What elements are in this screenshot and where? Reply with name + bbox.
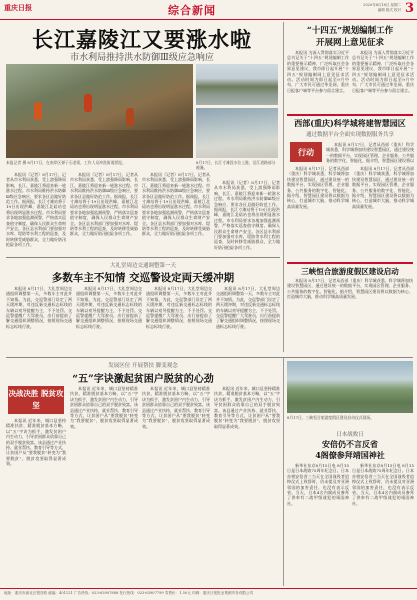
science-city-body-top: 本报讯 8月17日，记者从西部（重庆）科学城获悉，科学城将加快建设智慧园区，通过建设统一的数据平台，实现园区管理、企业服务、公共服务的数字化、智能化。据介绍，智慧园区建设将以 — [326, 142, 414, 164]
three-gorges-body: 本报讯 8月17日，记者从西部（重庆）科学城获悉，科学城将加快建设智慧园区，通过建设统一的数据平台，实现园区管理、企业服务、公共服务的数字化、智能化。据介绍，智慧园区建设将以数据为核心，打造城市大脑，推动科学城高质量发展。 — [287, 278, 413, 300]
left-photo-caption: 本报记者 摄 8月17日，在南岸区弹子石老街，工作人员冲洗街道淤泥。 — [6, 160, 126, 165]
right-top-body-col1: 本报讯 为深入贯彻落实习近平总书记关于“十四五”规划编制工作的重要指示精神，广泛听取社会各界意见建议，我市即日起开展“十四五”规划编制网上意见征求活动。活动时间为即日起至9月中旬，广大市民可通过华龙网、重庆日报客户端等平台参与留言建言。 — [287, 50, 349, 93]
science-city-headline: 西部(重庆)科学城将建智慧园区 — [294, 118, 406, 128]
poverty-body-col1: 本报讯 近年来，城口县坚持精准扶贫、精准脱贫基本方略，以“五”字诀为抓手，激发贫困户内生动力，引导贫困群众依靠自己的双手脱贫致富。该县通过产业扶持、就业帮扶、教育引导等方式，让贫困户从“要我脱贫”转变为“我要脱贫”，脱贫攻坚取得显著成效。 — [6, 418, 66, 467]
section-rule — [6, 357, 413, 358]
worker-figure — [34, 102, 42, 120]
river-road-photo — [196, 108, 278, 158]
right-top-headline: 开展网上意见征求 — [315, 38, 384, 48]
worker-figure — [84, 94, 92, 112]
science-city-subhead: 通过数据平台全面实现数据服务共享 — [305, 132, 394, 138]
poverty-body-col2: 本报讯 近年来，城口县坚持精准扶贫、精准脱贫基本方略，以“五”字诀为抓手，激发贫困户内生动力，引导贫困群众依靠自己的双手脱贫致富。该县通过产业扶持、就业帮扶、教育引导等方式，让贫困户从“要我脱贫”转变为“我要脱贫”，脱贫攻坚取得显著成效。 — [70, 386, 138, 429]
lead-headline: 长江嘉陵江又要涨水啦 — [32, 27, 252, 52]
masthead — [0, 0, 417, 20]
japan-body-col2: 新华社东京8月15日电 8月15日是日本战败75周年纪念日。日本首相安倍晋三当天在全国战殁者追悼仪式上致辞时，仍未提及对亚洲邻国的加害责任，也没有表示反省。当天，日本4名内阁成员参拜了供奉有二战甲级战犯的靖国神社。 — [352, 463, 414, 506]
poverty-headline: “五”字诀激起贫困户脱贫的心劲 — [72, 374, 214, 385]
mud-layer — [6, 130, 193, 158]
page-footer: 地址：重庆市渝北区银杏路 邮编：401121 广告热线：023-63907888 发行热线：023-63907799 零售价：1.50元 印刷：重庆日报报业集团印务有限公司 — [0, 588, 417, 600]
right-top-body-col2: 本报讯 为深入贯彻落实习近平总书记关于“十四五”规划编制工作的重要指示精神，广泛听取社会各界意见建议，我市即日起开展“十四五”规划编制网上意见征求活动。活动时间为即日起至9月中旬，广大市民可通过华龙网、重庆日报客户端等平台参与留言建言。 — [352, 50, 414, 93]
section-rule — [287, 262, 413, 264]
lead-body-col2: 本报讯（记者）8月17日，记者从市水利局获悉，受上游强降雨影响，长江、嘉陵江将迎来新一轮涨水过程。市水利局维持洪水防御Ⅲ级应急响应，要求各区县做好防范工作。据预报，长江寸滩站将于19日出现洪峰，嘉陵江北碚站也将出现明显涨水过程。市水利局要求各地加强监测预警，严格落实巡查值守制度，确保人民群众生命财产安全。各区县水利部门要加强对水库、堤防等水利工程的巡查，及时转移受威胁群众，全力做好防汛抢险各项工作。 — [70, 172, 138, 237]
japan-body-col1: 新华社东京8月15日电 8月15日是日本战败75周年纪念日。日本首相安倍晋三当天在全国战殁者追悼仪式上致辞时，仍未提及对亚洲邻国的加害责任，也没有表示反省。当天，日本4名内阁成员参拜了供奉有二战甲级战犯的靖国神社。 — [287, 463, 349, 506]
lead-body-col1: 本报讯（记者）8月17日，记者从市水利局获悉，受上游强降雨影响，长江、嘉陵江将迎来新一轮涨水过程。市水利局维持洪水防御Ⅲ级应急响应，要求各区县做好防范工作。据预报，长江寸滩站将于19日出现洪峰，嘉陵江北碚站也将出现明显涨水过程。市水利局要求各地加强监测预警，严格落实巡查值守制度，确保人民群众生命财产安全。各区县水利部门要加强对水库、堤防等水利工程的巡查，及时转移受威胁群众，全力做好防汛抢险各项工作。 — [6, 172, 66, 248]
section-rule — [287, 114, 413, 116]
poverty-kicker: 发展区位 开展帮扶 脚变观念 — [108, 363, 178, 369]
column-divider — [283, 22, 284, 352]
editors-line: 编辑 版式 校对 — [377, 8, 401, 12]
riverside-photo — [196, 64, 278, 105]
traffic-kicker: 大礼堂周边交通调整第一天 — [109, 263, 176, 269]
traffic-body-col2: 本报讯 8月17日，大礼堂周边交通组织调整第一天，多数车主对此并不知情。为此，交巡警部门设定了两天缓冲期，对违反新交通标志标线的车辆以劝导提醒为主，不予处罚。交巡警提醒广大驾驶员，出行前提前了解交通组织调整情况，按照现场交通标志标线行驶。 — [76, 286, 142, 329]
section-title: 综合新闻 — [168, 4, 216, 17]
three-gorges-photo — [287, 361, 413, 413]
science-city-body-col2: 本报讯 8月17日，记者从西部（重庆）科学城获悉，科学城将加快建设智慧园区，通过建设统一的数据平台，实现园区管理、企业服务、公共服务的数字化、智能化。据介绍，智慧园区建设将以数据为核心，打造城市大脑，推动科学城高质量发展。 — [352, 166, 414, 209]
action-badge: 行动 — [290, 142, 322, 162]
issue-date: 2020年8月18日 星期二 — [363, 3, 401, 7]
traffic-body-col1: 本报讯 8月17日，大礼堂周边交通组织调整第一天，多数车主对此并不知情。为此，交巡警部门设定了两天缓冲期，对违反新交通标志标线的车辆以劝导提醒为主，不予处罚。交巡警提醒广大驾驶员，出行前提前了解交通组织调整情况，按照现场交通标志标线行驶。 — [6, 286, 72, 329]
traffic-body-col3: 本报讯 8月17日，大礼堂周边交通组织调整第一天，多数车主对此并不知情。为此，交巡警部门设定了两天缓冲期，对违反新交通标志标线的车辆以劝导提醒为主，不予处罚。交巡警提醒广大驾驶员，出行前提前了解交通组织调整情况，按照现场交通标志标线行驶。 — [146, 286, 212, 329]
page-number: 3 — [404, 1, 414, 16]
traffic-headline: 多数车主不知情 交巡警设定両天缓冲期 — [51, 272, 235, 284]
japan-headline-2: 4阁僚参拜靖国神社 — [315, 450, 385, 460]
lead-body-col3: 本报讯（记者）8月17日，记者从市水利局获悉，受上游强降雨影响，长江、嘉陵江将迎来新一轮涨水过程。市水利局维持洪水防御Ⅲ级应急响应，要求各区县做好防范工作。据预报，长江寸滩站将于19日出现洪峰，嘉陵江北碚站也将出现明显涨水过程。市水利局要求各地加强监测预警，严格落实巡查值守制度，确保人民群众生命财产安全。各区县水利部门要加强对水库、堤防等水利工程的巡查，及时转移受威胁群众，全力做好防汛抢险各项工作。 — [142, 172, 210, 237]
campaign-badge: 决战决胜 脱贫攻坚 — [8, 386, 64, 414]
paper-logo: 重庆日报 — [4, 3, 32, 12]
japan-kicker: 日本战败日 — [336, 432, 364, 438]
flood-cleanup-photo — [6, 64, 193, 158]
right-top-kicker: “十四五”规划编制工作 — [306, 26, 394, 36]
japan-headline-1: 安倍仍不言反省 — [322, 439, 378, 449]
three-gorges-headline: 三峡恒合旅游度假区建设启动 — [301, 267, 399, 276]
poverty-body-col4: 本报讯 近年来，城口县坚持精准扶贫、精准脱贫基本方略，以“五”字诀为抓手，激发贫困户内生动力，引导贫困群众依靠自己的双手脱贫致富。该县通过产业扶持、就业帮扶、教育引导等方式，让贫困户从“要我脱贫”转变为“我要脱贫”，脱贫攻坚取得显著成效。 — [214, 386, 280, 429]
three-gorges-caption: 8月17日，三峡恒合旅游度假区建设启动仪式现场。 — [287, 415, 374, 420]
issue-meta — [341, 3, 401, 13]
poverty-body-col3: 本报讯 近年来，城口县坚持精准扶贫、精准脱贫基本方略，以“五”字诀为抓手，激发贫困户内生动力，引导贫困群众依靠自己的双手脱贫致富。该县通过产业扶持、就业帮扶、教育引导等方式，让贫困户从“要我脱贫”转变为“我要脱贫”，脱贫攻坚取得显著成效。 — [142, 386, 210, 429]
lead-body-col4: 本报讯（记者）8月17日，记者从市水利局获悉，受上游强降雨影响，长江、嘉陵江将迎来新一轮涨水过程。市水利局维持洪水防御Ⅲ级应急响应，要求各区县做好防范工作。据预报，长江寸滩站将于19日出现洪峰，嘉陵江北碚站也将出现明显涨水过程。市水利局要求各地加强监测预警，严格落实巡查值守制度，确保人民群众生命财产安全。各区县水利部门要加强对水库、堤防等水利工程的巡查，及时转移受威胁群众，全力做好防汛抢险各项工作。 — [214, 180, 280, 250]
column-divider — [283, 358, 284, 586]
right-photo-caption: 8月17日，长江寸滩段水位上涨，沿江道路部分被淹。 — [196, 160, 276, 170]
traffic-body-col4: 本报讯 8月17日，大礼堂周边交通组织调整第一天，多数车主对此并不知情。为此，交巡警部门设定了两天缓冲期，对违反新交通标志标线的车辆以劝导提醒为主，不予处罚。交巡警提醒广大驾驶员，出行前提前了解交通组织调整情况，按照现场交通标志标线行驶。 — [216, 286, 280, 329]
worker-figure — [126, 108, 134, 126]
section-rule — [6, 257, 280, 258]
science-city-body-col1: 本报讯 8月17日，记者从西部（重庆）科学城获悉，科学城将加快建设智慧园区，通过建设统一的数据平台，实现园区管理、企业服务、公共服务的数字化、智能化。据介绍，智慧园区建设将以数据为核心，打造城市大脑，推动科学城高质量发展。 — [287, 166, 349, 209]
lead-subhead: 市水利局推持洪水防御Ⅲ级应急响应 — [70, 53, 214, 63]
